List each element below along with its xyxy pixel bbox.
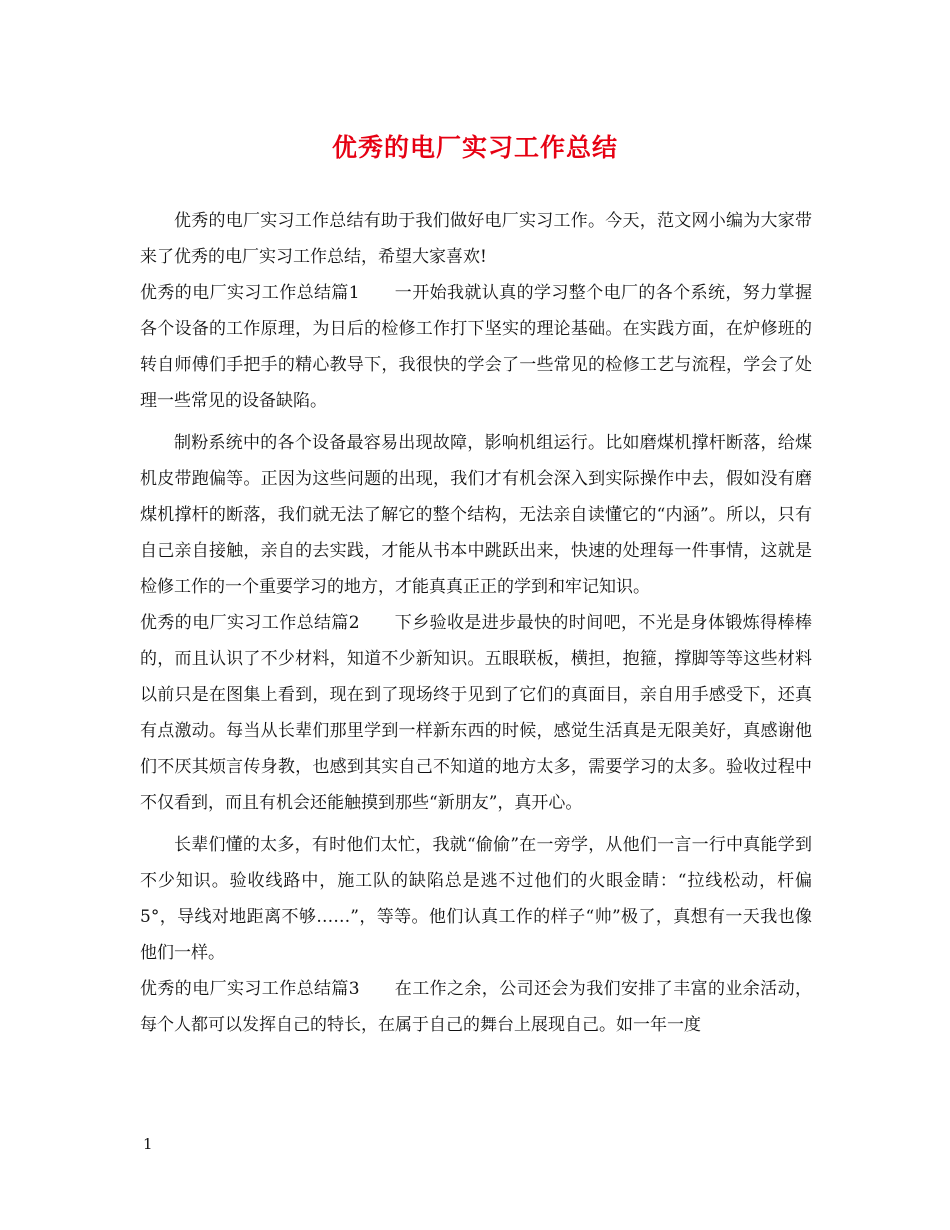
- page-number: 1: [143, 1135, 153, 1153]
- paragraph-intro: 优秀的电厂实习工作总结有助于我们做好电厂实习工作。今天，范文网小编为大家带来了优秀的电厂实习工作总结，希望大家喜欢!: [140, 211, 812, 267]
- paragraph-section-1-cont: 制粉系统中的各个设备最容易出现故障，影响机组运行。比如磨煤机撑杆断落，给煤机皮带跑偏等。正因为这些问题的出现，我们才有机会深入到实际操作中去，假如没有磨煤机撑杆的断落，我们就无法了解它的整个结构，无法亲自读懂它的“内涵”。所以，只有自己亲自接触，亲自的去实践，才能从书本中跳跃出来，快速的处理每一件事情，这就是检修工作的一个重要学习的地方，才能真真正正的学到和牢记知识。: [140, 433, 812, 597]
- paragraph-section-1: 优秀的电厂实习工作总结篇1 一开始我就认真的学习整个电厂的各个系统，努力掌握各个设备的工作原理，为日后的检修工作打下坚实的理论基础。在实践方面，在炉修班的转自师傅们手把手的精心教导下，我很快的学会了一些常见的检修工艺与流程，学会了处理一些常见的设备缺陷。: [140, 283, 812, 411]
- paragraph-section-2-cont: 长辈们懂的太多，有时他们太忙，我就“偷偷”在一旁学，从他们一言一行中真能学到不少知识。验收线路中，施工队的缺陷总是逃不过他们的火眼金睛：“拉线松动，杆偏5°，导线对地距离不够……”，等等。他们认真工作的样子“帅”极了，真想有一天我也像他们一样。: [140, 835, 812, 963]
- paragraph-section-2: 优秀的电厂实习工作总结篇2 下乡验收是进步最快的时间吧，不光是身体锻炼得棒棒的，而且认识了不少材料，知道不少新知识。五眼联板，横担，抱箍，撑脚等等这些材料以前只是在图集上看到，现在到了现场终于见到了它们的真面目，亲自用手感受下，还真有点激动。每当从长辈们那里学到一样新东西的时候，感觉生活真是无限美好，真感谢他们不厌其烦言传身教，也感到其实自己不知道的地方太多，需要学习的太多。验收过程中不仅看到，而且有机会还能触摸到那些“新朋友”，真开心。: [140, 613, 812, 813]
- document-title: 优秀的电厂实习工作总结: [331, 133, 618, 162]
- paragraph-section-3: 优秀的电厂实习工作总结篇3 在工作之余，公司还会为我们安排了丰富的业余活动，每个人都可以发挥自己的特长，在属于自己的舞台上展现自己。如一年一度: [140, 979, 812, 1035]
- document-body: [140, 203, 812, 1043]
